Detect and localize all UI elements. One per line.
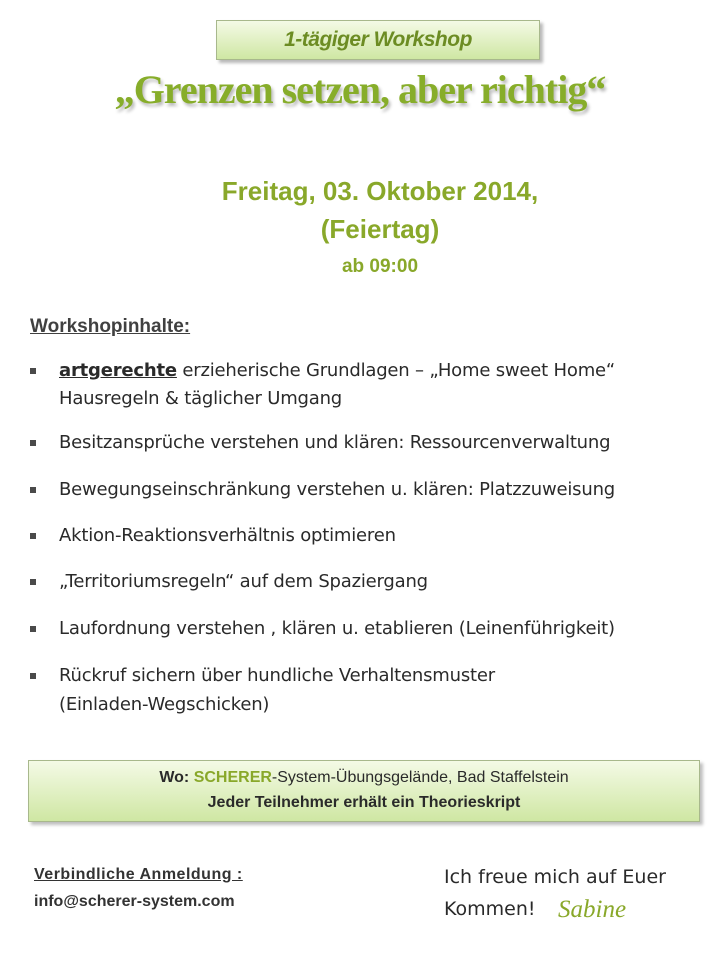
workshop-badge — [216, 20, 540, 60]
registration-email: info@scherer-system.com — [34, 893, 235, 910]
list-item-text: Laufordnung verstehen , klären u. etablieren (Leinenführigkeit) — [59, 618, 615, 639]
list-item-text — [59, 356, 615, 385]
page-title: „Grenzen setzen, aber richtig“ — [114, 67, 606, 112]
signature: Sabine — [558, 896, 627, 923]
registration-label: Verbindliche Anmeldung : — [34, 866, 243, 883]
closing-line-2: Kommen! — [444, 898, 536, 920]
closing-line-1: Ich freue mich auf Euer — [444, 866, 666, 888]
venue-line — [29, 769, 699, 787]
event-date: Freitag, 03. Oktober 2014, — [221, 176, 539, 206]
list-item-text: Bewegungseinschränkung verstehen u. klären: Platzzuweisung — [59, 479, 615, 500]
list-item-text: Aktion-Reaktionsverhältnis optimieren — [59, 525, 396, 546]
workshop-badge-label: 1-tägiger Workshop — [284, 28, 472, 51]
contents-heading: Workshopinhalte: — [30, 316, 191, 337]
bullet-square-icon — [30, 440, 36, 446]
brand-name: SCHERER — [193, 769, 272, 786]
bullet-square-icon — [30, 626, 36, 632]
list-item-text: Rückruf sichern über hundliche Verhaltensmuster — [59, 665, 495, 686]
where-label: Wo: — [159, 769, 190, 786]
bullet-square-icon — [30, 368, 36, 374]
list-item-line: erzieherische Grundlagen – „Home sweet Home“ — [176, 360, 616, 381]
venue-info-box — [28, 760, 700, 822]
list-item-text: „Territoriumsregeln“ auf dem Spaziergang — [59, 571, 428, 592]
list-item-highlight: artgerechte — [59, 360, 177, 381]
bullet-square-icon — [30, 579, 36, 585]
handout-note: Jeder Teilnehmer erhält ein Theorieskript — [207, 794, 521, 811]
bullet-square-icon — [30, 487, 36, 493]
venue-location: -System-Übungsgelände, Bad Staffelstein — [271, 769, 569, 786]
event-time: ab 09:00 — [341, 256, 419, 277]
list-item-continuation: Hausregeln & täglicher Umgang — [59, 388, 343, 409]
list-item-continuation: (Einladen-Wegschicken) — [59, 694, 270, 715]
bullet-square-icon — [30, 673, 36, 679]
bullet-square-icon — [30, 533, 36, 539]
event-holiday-note: (Feiertag) — [320, 214, 440, 244]
list-item-text: Besitzansprüche verstehen und klären: Ressourcenverwaltung — [59, 432, 611, 453]
